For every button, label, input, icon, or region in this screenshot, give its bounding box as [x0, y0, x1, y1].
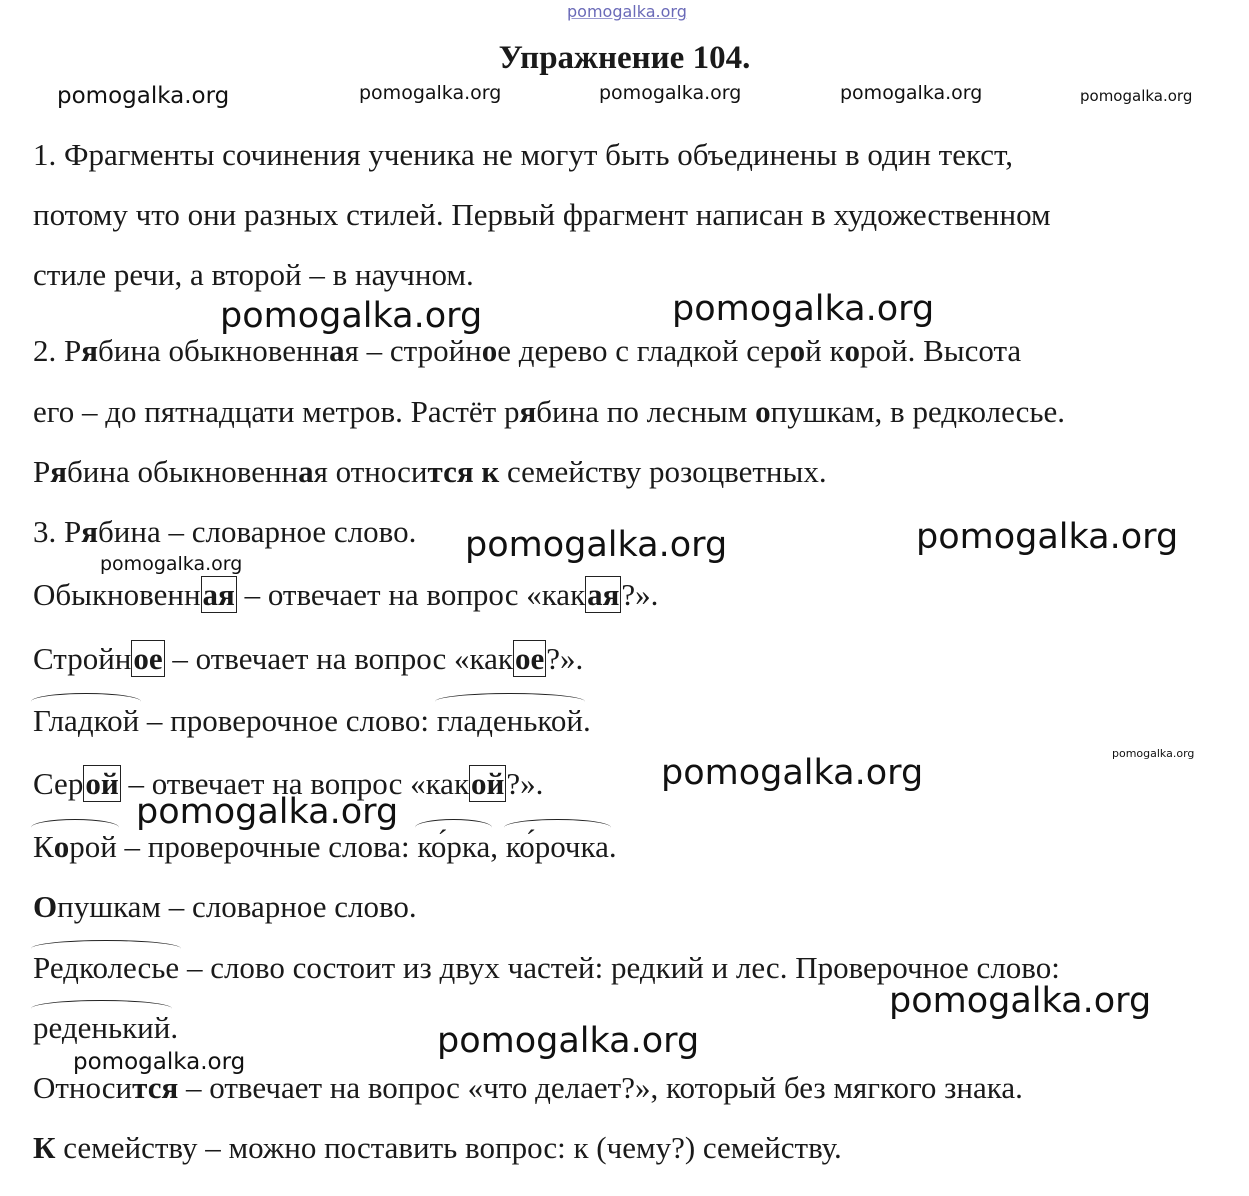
watermark: pomogalka.org: [840, 82, 983, 104]
answer-3-line-5: Серой – отвечает на вопрос «какой?».: [33, 766, 544, 801]
answer-3-line-11: К семейству – можно поставить вопрос: к (чему?) семейству.: [33, 1130, 842, 1165]
watermark: pomogalka.org: [1112, 747, 1195, 760]
root-arc: гладенькой: [436, 703, 583, 738]
root-arc: Гладкой: [33, 703, 140, 738]
root-arc: ко́рочка: [505, 829, 609, 864]
answer-2-line-1: 2. Рябина обыкновенная – стройное дерево с гладкой серой корой. Высота: [33, 333, 1022, 368]
answer-2-line-3: Рябина обыкновенная относится к семейству розоцветных.: [33, 454, 827, 489]
answer-1-line-2: потому что они разных стилей. Первый фрагмент написан в художественном: [33, 197, 1051, 232]
watermark: pomogalka.org: [136, 792, 399, 832]
watermark-top[interactable]: pomogalka.org: [567, 2, 687, 21]
root-arc: реденький: [33, 1010, 171, 1045]
watermark: pomogalka.org: [73, 1049, 246, 1075]
root-arc: ко́рка: [417, 829, 491, 864]
root-arc: Корой: [33, 829, 117, 864]
exercise-title: Упражнение 104.: [498, 40, 751, 76]
ending-box: ой: [85, 766, 119, 801]
watermark: pomogalka.org: [359, 82, 502, 104]
answer-3-line-3: Стройное – отвечает на вопрос «какое?».: [33, 641, 584, 676]
watermark: pomogalka.org: [916, 517, 1179, 557]
ending-box: ой: [471, 766, 505, 801]
ending-box: ая: [587, 577, 620, 612]
ending-box: ое: [514, 641, 545, 676]
answer-1-line-3: стиле речи, а второй – в научном.: [33, 257, 474, 292]
watermark: pomogalka.org: [437, 1021, 700, 1061]
answer-1-line-1: 1. Фрагменты сочинения ученика не могут быть объединены в один текст,: [33, 137, 1013, 172]
answer-3-line-6: Корой – проверочные слова: ко́рка, ко́рочка.: [33, 829, 617, 864]
ending-box: ая: [202, 577, 235, 612]
ending-box: ое: [133, 641, 163, 676]
answer-3-line-1: 3. Рябина – словарное слово.: [33, 514, 417, 549]
watermark: pomogalka.org: [1080, 87, 1193, 105]
answer-3-line-10: Относится – отвечает на вопрос «что делает?», который без мягкого знака.: [33, 1070, 1023, 1105]
watermark: pomogalka.org: [220, 296, 483, 336]
answer-3-line-7: Опушкам – словарное слово.: [33, 889, 417, 924]
answer-3-line-9: реденький.: [33, 1010, 179, 1045]
root-arc: Редколесье: [33, 950, 180, 985]
watermark: pomogalka.org: [100, 553, 243, 575]
answer-3-line-8: Редколесье – слово состоит из двух частей: редкий и лес. Проверочное слово:: [33, 950, 1060, 985]
watermark: pomogalka.org: [672, 289, 935, 329]
answer-3-line-4: Гладкой – проверочное слово: гладенькой.: [33, 703, 591, 738]
watermark: pomogalka.org: [599, 82, 742, 104]
answer-2-line-2: его – до пятнадцати метров. Растёт рябина по лесным опушкам, в редколесье.: [33, 394, 1066, 429]
watermark: pomogalka.org: [57, 83, 230, 109]
watermark: pomogalka.org: [465, 525, 728, 565]
watermark: pomogalka.org: [661, 753, 924, 793]
answer-3-line-2: Обыкновенная – отвечает на вопрос «какая?».: [33, 577, 659, 612]
watermark: pomogalka.org: [889, 981, 1152, 1021]
